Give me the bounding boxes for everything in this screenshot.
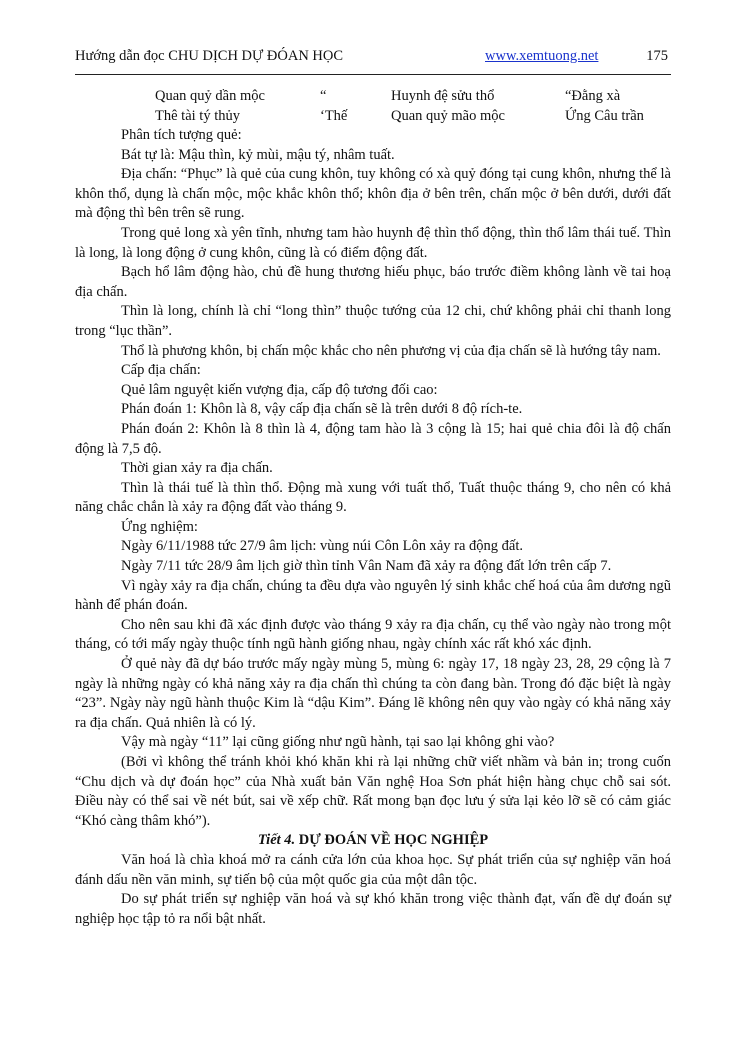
paragraph: Quẻ lâm nguyệt kiến vượng địa, cấp độ tương đối cao: (121, 381, 438, 398)
paragraph: Trong quẻ long xà yên tĩnh, nhưng tam hào huynh đệ thìn thổ động, thìn thổ lâm thái tuế. Thìn là long, là long động ở cung khôn, cũng là có điểm động đất. (75, 224, 671, 261)
table-cell: Thê tài tý thủy (155, 108, 240, 124)
table-cell: Quan quỷ dần mộc (155, 88, 265, 104)
table-row (155, 106, 675, 126)
paragraph: Thổ là phương khôn, bị chấn mộc khắc cho nên phương vị của địa chấn sẽ là hướng tây nam. (121, 342, 661, 359)
table-cell: Ứng Câu trần (565, 108, 644, 124)
section-heading (75, 831, 671, 851)
paragraph: Bát tự là: Mậu thìn, kỷ mùi, mậu tý, nhâm tuất. (121, 146, 395, 163)
paragraph: Vậy mà ngày “11” lại cũng giống như ngũ hành, tại sao lại không ghi vào? (121, 734, 555, 751)
paragraph: Cho nên sau khi đã xác định được vào tháng 9 xảy ra địa chấn, cụ thể vào ngày nào trong một tháng, có tới mấy ngày thuộc tính ngũ hành giống nhau, ngày chính xác rất khó xác định. (75, 616, 671, 653)
table-cell: Huynh đệ sửu thổ (391, 88, 495, 104)
website-link[interactable]: www.xemtuong.net (485, 48, 599, 64)
table-cell: “ (320, 88, 327, 104)
table-cell: Quan quỷ mão mộc (391, 108, 505, 124)
paragraph: Bạch hổ lâm động hào, chủ đề hung thương hiếu phục, báo trước điềm không lành về tai hoạ địa chấn. (75, 264, 671, 300)
table-cell: ‘Thế (320, 108, 348, 124)
paragraph: Cấp địa chấn: (121, 362, 201, 379)
paragraph: Ứng nghiệm: (121, 518, 198, 535)
book-title: Hướng dẫn đọc CHU DỊCH DỰ ĐÓAN HỌC (75, 48, 344, 64)
paragraph: Phán đoán 1: Khôn là 8, vậy cấp địa chấn sẽ là trên dưới 8 độ rích-te. (121, 401, 523, 418)
paragraph: Thìn là long, chính là chỉ “long thìn” thuộc tướng của 12 chi, chứ không phải chỉ thanh long trong “lục thần”. (75, 303, 671, 339)
header-rule (75, 74, 671, 75)
paragraph: (Bởi vì không thể tránh khỏi khó khăn khi rà lại những chữ viết nhầm và bản in; trong cuốn “Chu dịch và dự đoán học” của Nhà xuất bản Văn nghệ Hoa Sơn phát hiện hàng chục chỗ sai sót. Điều này có thể sai về nét bút, sai về xếp chữ. Rất mong bạn đọc lưu ý sửa lại kẻo lỡ sẽ có cảm giác “Khó càng thâm khó”). (75, 754, 671, 829)
paragraph: Văn hoá là chìa khoá mở ra cánh cửa lớn của khoa học. Sự phát triển của sự nghiệp văn hoá đánh dấu nền văn minh, sự tiến bộ của một quốc gia của một dân tộc. (75, 851, 671, 888)
table-row (155, 86, 675, 106)
page-number: 175 (646, 48, 668, 64)
paragraph: Vì ngày xảy ra địa chấn, chúng ta đều dựa vào nguyên lý sinh khắc chế hoá của âm dương ngũ hành để phán đoán. (75, 577, 671, 614)
paragraph: Ngày 7/11 tức 28/9 âm lịch giờ thìn tỉnh Vân Nam đã xảy ra động đất lớn trên cấp 7. (121, 558, 612, 575)
paragraph: Phân tích tượng quẻ: (121, 127, 242, 143)
paragraph: Thời gian xảy ra địa chấn. (121, 460, 273, 477)
paragraph: Phán đoán 2: Khôn là 8 thìn là 4, động tam hào là 3 cộng là 15; hai quẻ chia đôi là độ chấn động là 7,5 độ. (75, 420, 671, 457)
paragraph: Địa chấn: “Phục” là quẻ của cung khôn, tuy không có xà quỷ đóng tại cung khôn, nhưng thể là khôn thổ, dụng là chấn mộc, mộc khắc khôn thổ; khôn địa ở bên trên, chấn mộc ở bên dưới, dưới đất mà động thì bên trên sẽ rung. (75, 166, 671, 222)
paragraph: Ngày 6/11/1988 tức 27/9 âm lịch: vùng núi Côn Lôn xảy ra động đất. (121, 538, 523, 555)
section-title: DỰ ĐOÁN VỀ HỌC NGHIỆP (298, 832, 489, 849)
page-body (75, 126, 671, 929)
paragraph: Ở quẻ này đã dự báo trước mấy ngày mùng 5, mùng 6: ngày 17, 18 ngày 23, 28, 29 cộng là 7 ngày là những ngày có khả năng xảy ra địa chấn thì chúng ta còn đang bàn. Trong đó đặc biệt là ngày “23”. Ngày này ngũ hành thuộc Kim là “dậu Kim”. Đáng lẽ không nên quy vào ngày có khả năng xảy ra địa chấn. Quả nhiên là có lý. (75, 656, 671, 731)
table-cell: “Đằng xà (565, 88, 621, 104)
paragraph: Do sự phát triển sự nghiệp văn hoá và sự khó khăn trong việc thành đạt, vấn đề dự đoán sự nghiệp học tập tỏ ra nổi bật nhất. (75, 891, 671, 927)
section-number: Tiết 4. (257, 832, 296, 849)
page-header (75, 46, 670, 66)
paragraph: Thìn là thái tuế là thìn thổ. Động mà xung với tuất thổ, Tuất thuộc tháng 9, cho nên có khả năng chắc chắn là xảy ra động đất vào tháng 9. (75, 479, 671, 516)
hexagram-table (155, 86, 675, 126)
